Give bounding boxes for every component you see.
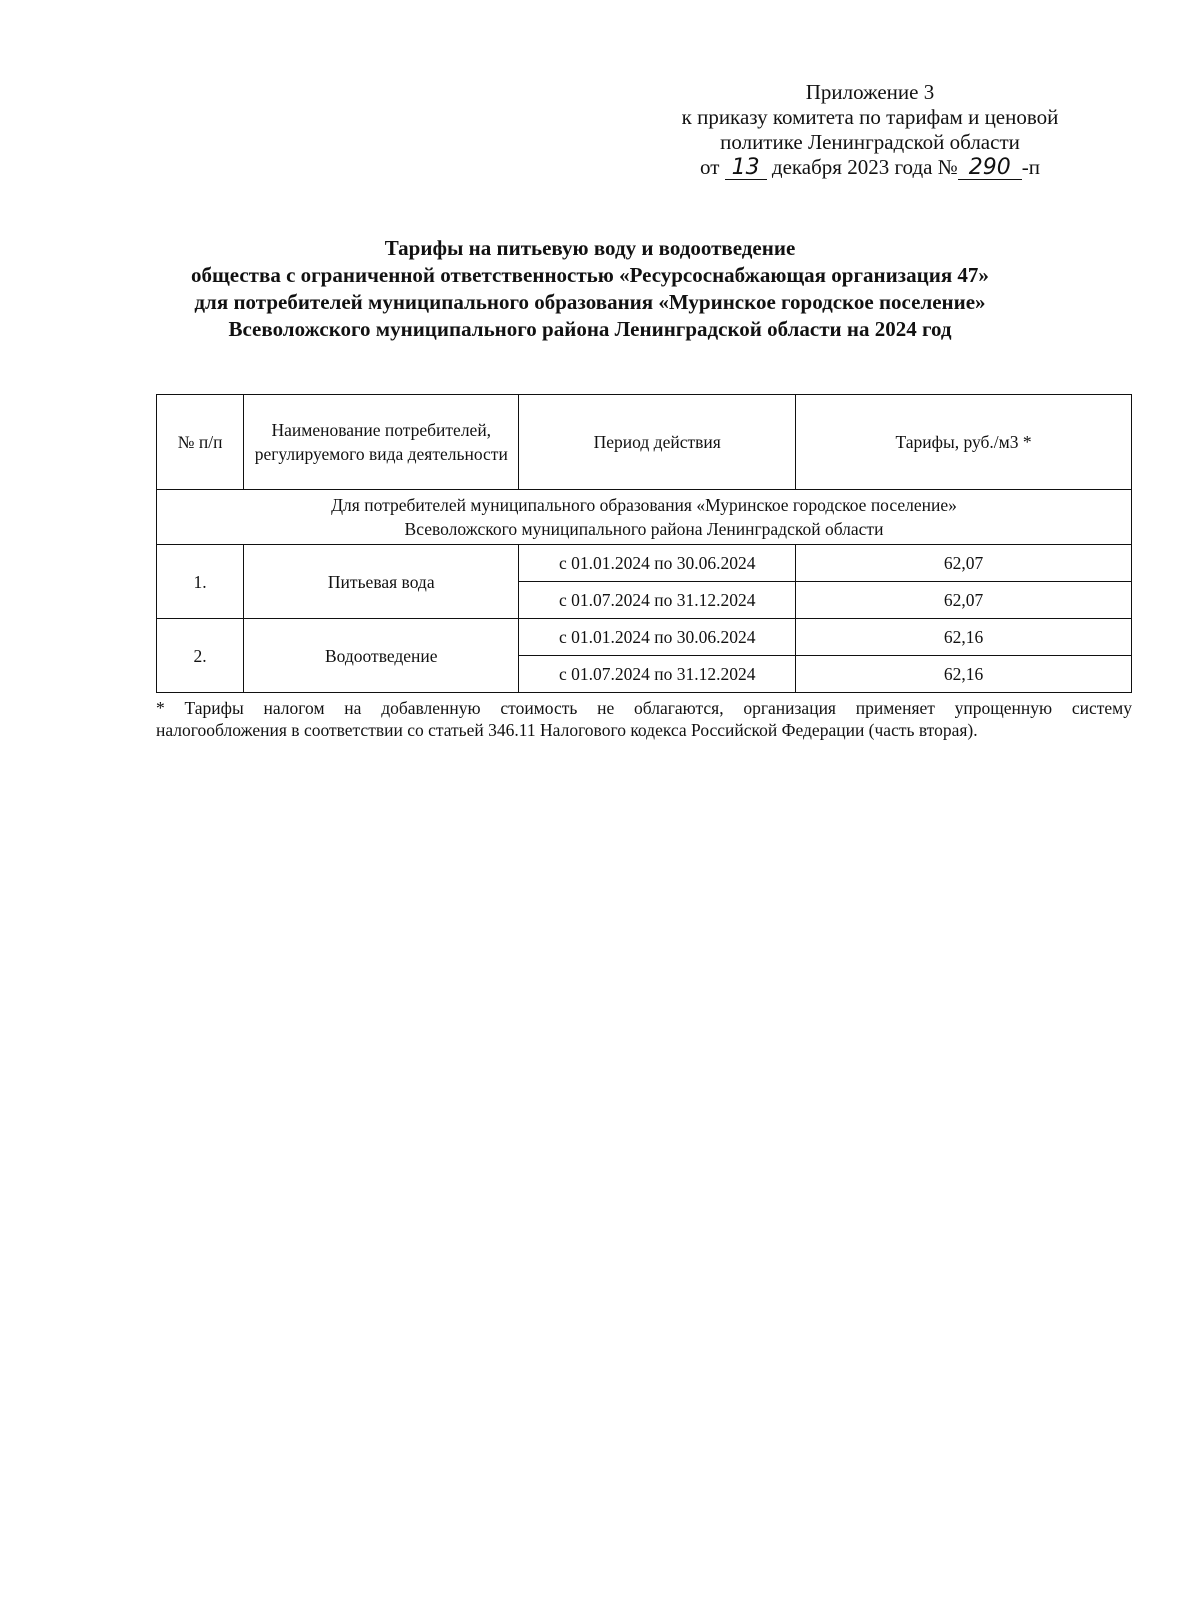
annex-order-line: к приказу комитета по тарифам и ценовой: [681, 105, 1059, 129]
document-title: [90, 235, 1090, 343]
handwritten-day: 13: [725, 157, 767, 180]
table-header-row: [157, 395, 1132, 490]
row-tariff: 62,07: [796, 545, 1132, 582]
header-consumer-name: Наименование потребителей, регулируемого вида деятельности: [244, 395, 519, 490]
row-tariff: 62,16: [796, 656, 1132, 693]
header-tariff: Тарифы, руб./м3 *: [796, 395, 1132, 490]
date-middle: декабря 2023 года №: [771, 155, 958, 179]
title-line-1: Тарифы на питьевую воду и водоотведение: [384, 236, 796, 260]
handwritten-order-number: 290: [958, 157, 1022, 180]
title-line-3: для потребителей муниципального образования «Муринское городское поселение»: [194, 290, 986, 314]
annex-committee-line: политике Ленинградской области: [720, 130, 1020, 154]
table-group-row: [157, 490, 1132, 545]
row-service-name: Питьевая вода: [244, 545, 519, 619]
date-prefix: от: [700, 155, 720, 179]
annex-title: Приложение 3: [805, 80, 935, 104]
row-service-name: Водоотведение: [244, 619, 519, 693]
row-tariff: 62,16: [796, 619, 1132, 656]
row-number: 1.: [157, 545, 244, 619]
row-period: с 01.07.2024 по 31.12.2024: [519, 582, 796, 619]
row-period: с 01.01.2024 по 30.06.2024: [519, 619, 796, 656]
table-row: [157, 545, 1132, 582]
row-period: с 01.07.2024 по 31.12.2024: [519, 656, 796, 693]
group-caption: [157, 490, 1132, 545]
row-period: с 01.01.2024 по 30.06.2024: [519, 545, 796, 582]
header-number: № п/п: [157, 395, 244, 490]
footnote-line-1: * Тарифы налогом на добавленную стоимость не облагаются, организация применяет упрощенную систему: [156, 698, 1132, 718]
row-number: 2.: [157, 619, 244, 693]
tariffs-table: [156, 394, 1132, 693]
row-tariff: 62,07: [796, 582, 1132, 619]
order-number-suffix: -п: [1021, 155, 1040, 179]
footnote-line-2: налогообложения в соответствии со статьей 346.11 Налогового кодекса Российской Федерации (часть вторая).: [156, 720, 978, 740]
header-period: Период действия: [519, 395, 796, 490]
annex-header: [600, 80, 1140, 180]
footnote: [156, 697, 1132, 741]
annex-date-line: [600, 155, 1140, 180]
group-caption-line-1: Для потребителей муниципального образования «Муринское городское поселение»: [331, 495, 957, 515]
group-caption-line-2: Всеволожского муниципального района Ленинградской области: [404, 519, 884, 539]
title-line-4: Всеволожского муниципального района Ленинградской области на 2024 год: [228, 317, 952, 341]
title-line-2: общества с ограниченной ответственностью «Ресурсоснабжающая организация 47»: [191, 263, 989, 287]
table-row: [157, 619, 1132, 656]
